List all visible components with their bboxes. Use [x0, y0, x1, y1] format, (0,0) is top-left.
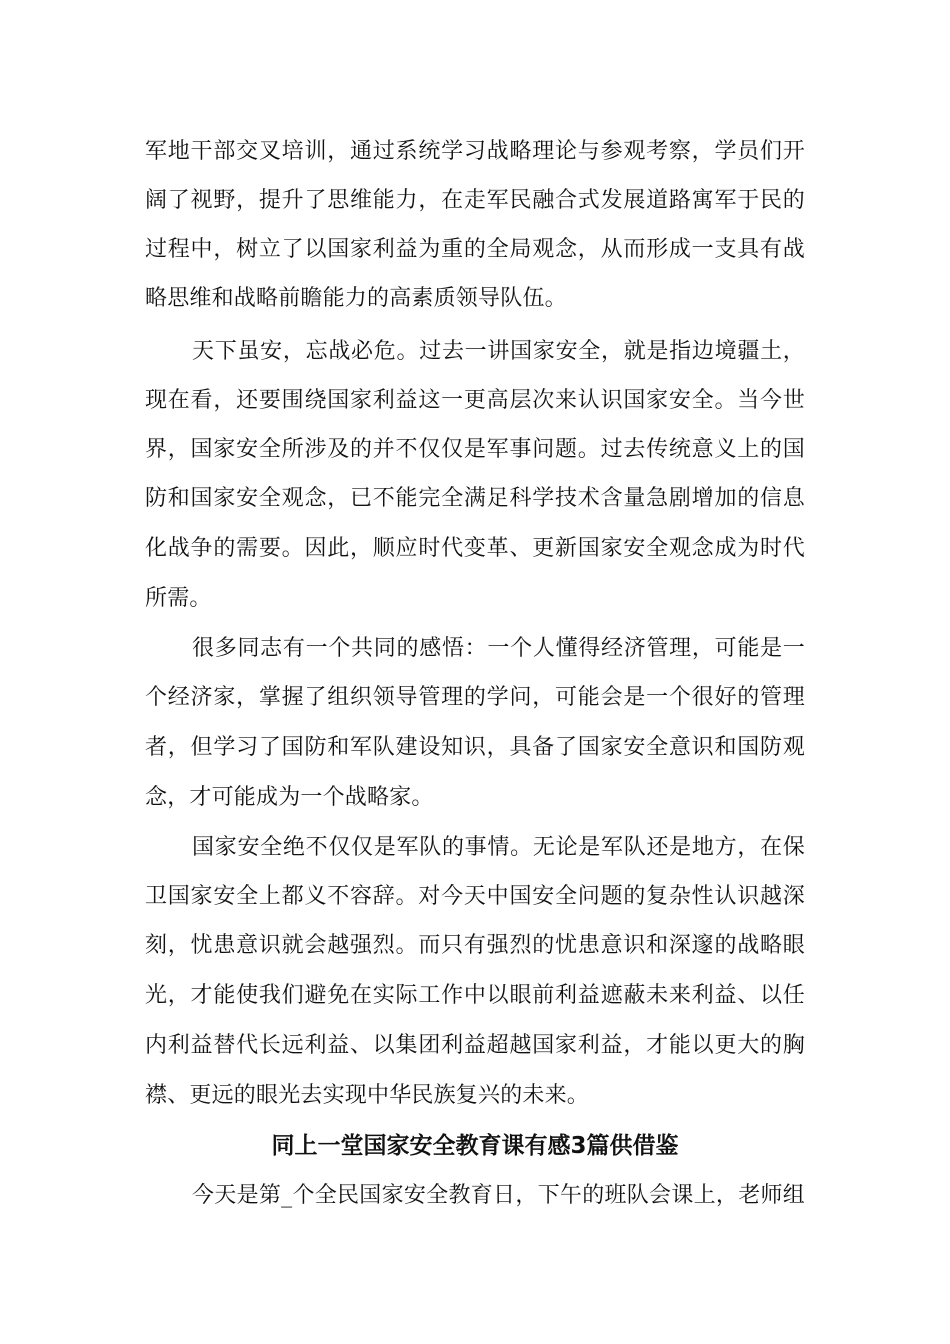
text-line: 刻，忧患意识就会越强烈。而只有强烈的忧患意识和深邃的战略眼 [145, 933, 805, 958]
text-line: 阔了视野，提升了思维能力，在走军民融合式发展道路寓军于民的 [145, 188, 805, 213]
text-line: 个经济家，掌握了组织领导管理的学问，可能会是一个很好的管理 [145, 685, 805, 710]
text-line: 化战争的需要。因此，顺应时代变革、更新国家安全观念成为时代 [145, 536, 805, 561]
text-line: 所需。 [145, 586, 212, 611]
text-line: 今天是第_个全民国家安全教育日，下午的班队会课上，老师组 [192, 1183, 805, 1208]
text-line: 很多同志有一个共同的感悟：一个人懂得经济管理，可能是一 [192, 636, 805, 661]
text-line: 国家安全绝不仅仅是军队的事情。无论是军队还是地方，在保 [192, 835, 805, 860]
text-line: 襟、更远的眼光去实现中华民族复兴的未来。 [145, 1083, 590, 1108]
section-heading: 同上一堂国家安全教育课有感3篇供借鉴 [271, 1133, 679, 1159]
text-line: 念，才可能成为一个战略家。 [145, 785, 434, 810]
text-line: 略思维和战略前瞻能力的高素质领导队伍。 [145, 286, 567, 311]
text-line: 光，才能使我们避免在实际工作中以眼前利益遮蔽未来利益、以任 [145, 983, 805, 1008]
text-line: 军地干部交叉培训，通过系统学习战略理论与参观考察，学员们开 [145, 139, 805, 164]
text-line: 防和国家安全观念，已不能完全满足科学技术含量急剧增加的信息 [145, 486, 805, 511]
text-line: 界，国家安全所涉及的并不仅仅是军事问题。过去传统意义上的国 [145, 437, 805, 462]
text-line: 现在看，还要围绕国家利益这一更高层次来认识国家安全。当今世 [145, 388, 805, 413]
text-line: 过程中，树立了以国家利益为重的全局观念，从而形成一支具有战 [145, 237, 805, 262]
text-line: 卫国家安全上都义不容辞。对今天中国安全问题的复杂性认识越深 [145, 884, 805, 909]
text-line: 者，但学习了国防和军队建设知识，具备了国家安全意识和国防观 [145, 735, 805, 760]
text-line: 内利益替代长远利益、以集团利益超越国家利益，才能以更大的胸 [145, 1033, 805, 1058]
text-line: 天下虽安，忘战必危。过去一讲国家安全，就是指边境疆土， [192, 339, 805, 364]
